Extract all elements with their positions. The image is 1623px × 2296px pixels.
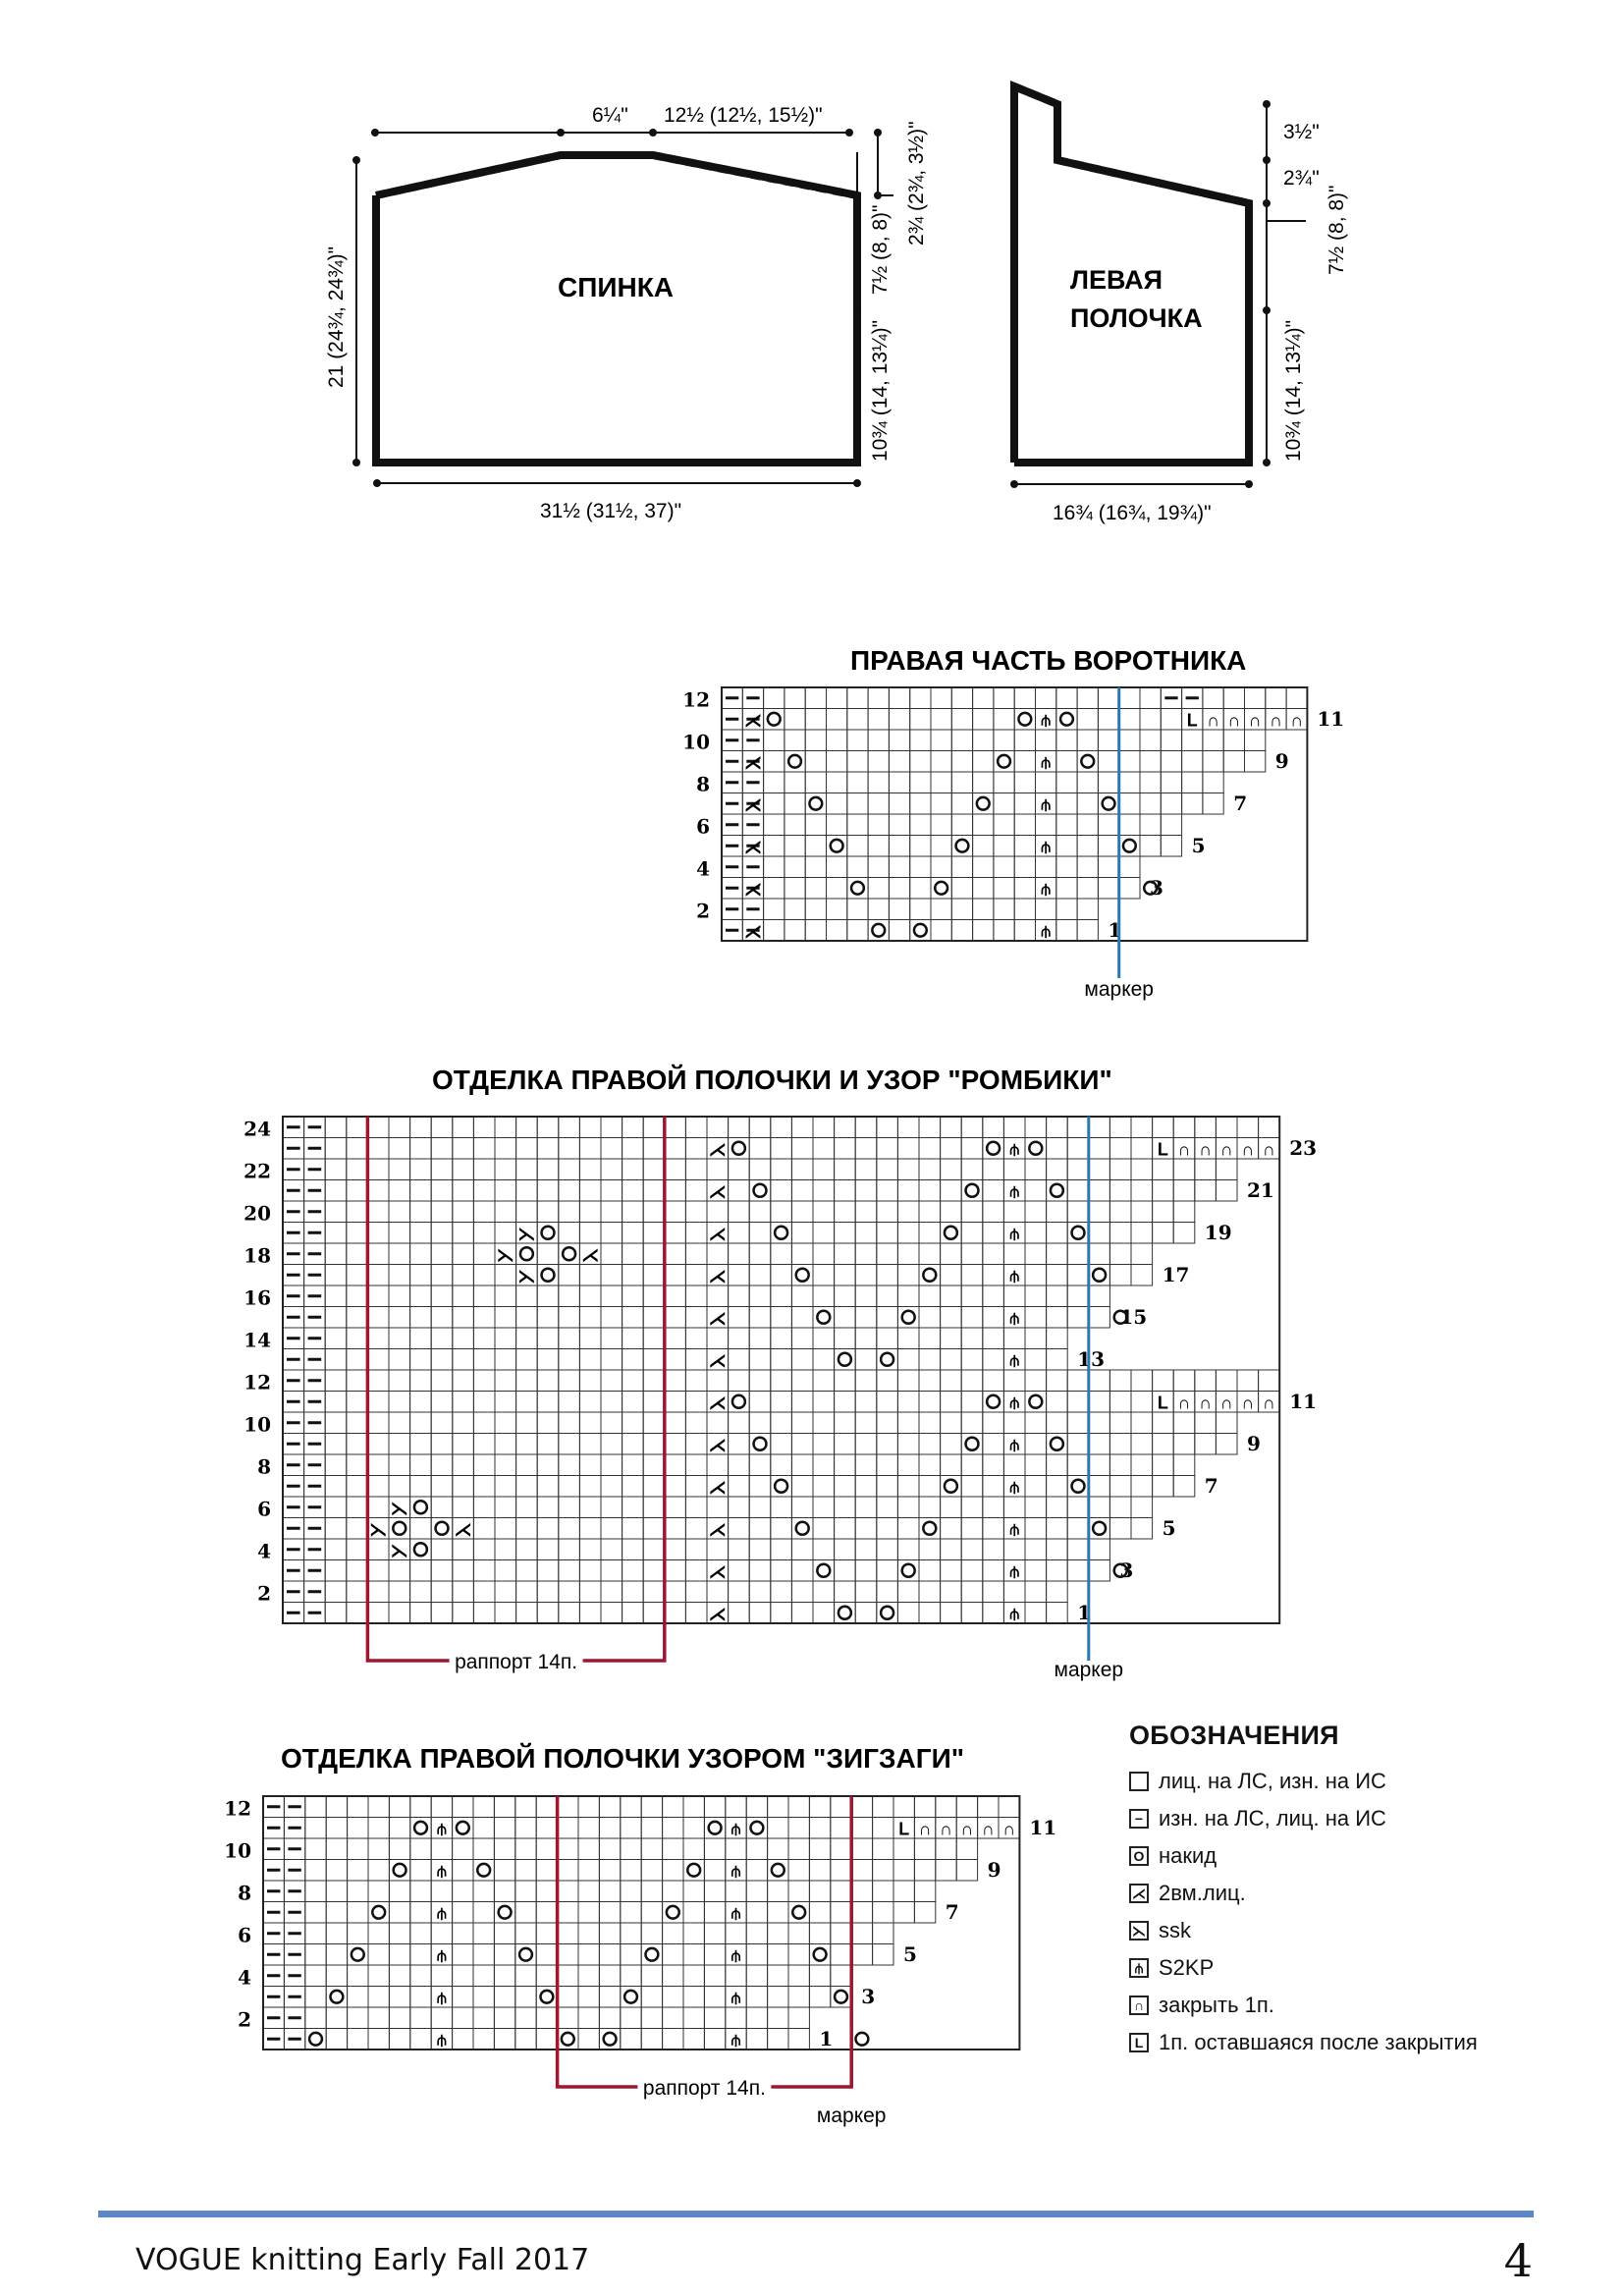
yarn-over-symbol (817, 1311, 830, 1324)
bind-off-symbol: ∩ (1199, 1393, 1213, 1413)
yarn-over-symbol (855, 2033, 868, 2046)
row-number-left: 2 (238, 2007, 251, 2032)
legend-item (1129, 1769, 1483, 1794)
s2kp-symbol: ⫛ (1041, 754, 1051, 772)
rhombus-chart (243, 1117, 1317, 1681)
yarn-over-symbol (809, 797, 822, 810)
row-number-right: 19 (1204, 1221, 1232, 1244)
bind-off-symbol: ∩ (1227, 710, 1241, 731)
s2kp-symbol: ⫛ (1009, 1479, 1019, 1497)
yarn-over-symbol (1072, 1227, 1085, 1239)
row-number-left: 16 (243, 1285, 271, 1310)
s2kp-symbol: ⫛ (1009, 1141, 1019, 1159)
row-number-left: 10 (243, 1412, 271, 1437)
back-dim-right-shoulder: 2¾ (2¾, 3½)" (905, 121, 928, 246)
row-number-left: 8 (238, 1881, 251, 1905)
ssk-symbol: ⋋ (496, 1244, 514, 1265)
k2tog-symbol: ⋌ (743, 794, 762, 815)
row-number-left: 12 (682, 687, 710, 712)
back-dim-bottom: 31½ (31½, 37)" (540, 500, 682, 522)
yarn-over-symbol (923, 1522, 936, 1535)
bind-off-symbol: ∩ (940, 1819, 952, 1839)
page-number: 4 (1503, 2234, 1533, 2287)
row-number-right: 13 (1077, 1347, 1106, 1371)
k2tog-symbol: ⋌ (454, 1519, 472, 1540)
footer-text: VOGUE knitting Early Fall 2017 (135, 2243, 590, 2277)
s2kp-symbol: ⫛ (437, 1821, 447, 1838)
bind-off-symbol: ∩ (981, 1819, 995, 1839)
back-outline (376, 155, 857, 463)
bind-off-symbol: ∩ (960, 1819, 974, 1839)
collar-chart (682, 687, 1344, 1001)
k2tog-symbol: ⋌ (743, 837, 762, 857)
yarn-over-symbol (1018, 713, 1031, 726)
s2kp-symbol: ⫛ (1009, 1563, 1019, 1581)
row-number-right: 1 (819, 2027, 834, 2050)
k2tog-symbol: ⋌ (708, 1308, 727, 1329)
k2tog-symbol: ⋌ (743, 710, 762, 731)
s2kp-symbol: ⫛ (437, 1905, 447, 1923)
yarn-over-symbol (966, 1438, 979, 1450)
legend (1129, 1721, 1483, 2067)
bind-off-symbol: ∩ (1269, 710, 1282, 731)
s2kp-symbol: ⫛ (437, 1947, 447, 1965)
footer-rule (98, 2211, 1534, 2217)
yarn-over-symbol (1103, 797, 1115, 810)
yarn-over-symbol (436, 1522, 449, 1535)
legend-item (1129, 1843, 1483, 1869)
yarn-over-symbol (754, 1438, 767, 1450)
yarn-over-symbol (562, 2033, 574, 2046)
k2tog-symbol: ⋌ (708, 1350, 727, 1371)
legend-item (1129, 1993, 1483, 2018)
s2kp-symbol: ⫛ (1009, 1606, 1019, 1623)
legend-symbol-icon: O (1129, 1846, 1149, 1866)
yarn-over-symbol (966, 1184, 979, 1197)
row-number-left: 6 (696, 814, 710, 839)
k2tog-symbol: ⋌ (708, 1561, 727, 1582)
row-number-left: 14 (243, 1328, 271, 1352)
back-dim-right-upper: 7½ (8, 8)" (869, 204, 892, 295)
yarn-over-symbol (831, 840, 843, 852)
yarn-over-symbol (772, 1864, 784, 1877)
row-number-right: 15 (1119, 1305, 1148, 1329)
k2tog-symbol: ⋌ (708, 1604, 727, 1624)
row-number-left: 10 (224, 1838, 251, 1863)
row-number-left: 12 (224, 1796, 251, 1821)
back-dim-top-right: 12½ (12½, 15½)" (664, 104, 823, 127)
s2kp-symbol: ⫛ (437, 2032, 447, 2050)
yarn-over-symbol (914, 924, 927, 937)
legend-item (1129, 2030, 1483, 2055)
bind-off-symbol: ∩ (918, 1819, 932, 1839)
s2kp-symbol: ⫛ (730, 1905, 741, 1923)
back-dim-left: 21 (24¾, 24¾)" (325, 246, 348, 388)
legend-symbol-icon: L (1129, 2033, 1149, 2052)
remaining-stitch-symbol: L (1157, 1139, 1168, 1160)
yarn-over-symbol (1029, 1142, 1042, 1155)
ssk-symbol: ⋋ (390, 1540, 408, 1560)
yarn-over-symbol (945, 1227, 957, 1239)
k2tog-symbol: ⋌ (708, 1181, 727, 1202)
legend-symbol-icon (1129, 1772, 1149, 1791)
yarn-over-symbol (1060, 713, 1073, 726)
legend-symbol-icon: ⋋ (1129, 1921, 1149, 1941)
back-dim-right-lower: 10¾ (14, 13¼)" (869, 319, 892, 462)
left-front-title-2: ПОЛОЧКА (1070, 303, 1203, 333)
s2kp-symbol: ⫛ (1009, 1352, 1019, 1370)
yarn-over-symbol (732, 1395, 745, 1408)
yarn-over-symbol (1081, 755, 1094, 768)
yarn-over-symbol (542, 1269, 555, 1282)
bind-off-symbol: ∩ (1177, 1393, 1191, 1413)
yarn-over-symbol (817, 1564, 830, 1577)
yarn-over-symbol (881, 1607, 893, 1619)
row-number-right: 1 (1108, 918, 1122, 942)
bind-off-symbol: ∩ (1207, 710, 1220, 731)
s2kp-symbol: ⫛ (1041, 796, 1051, 814)
yarn-over-symbol (814, 1948, 827, 1961)
yarn-over-symbol (1093, 1522, 1106, 1535)
yarn-over-symbol (987, 1142, 1000, 1155)
back-title: СПИНКА (558, 272, 675, 302)
k2tog-symbol: ⋌ (708, 1266, 727, 1286)
k2tog-symbol: ⋌ (743, 879, 762, 900)
row-number-right: 7 (1233, 792, 1248, 815)
yarn-over-symbol (1029, 1395, 1042, 1408)
yarn-over-symbol (998, 755, 1010, 768)
yarn-over-symbol (477, 1864, 490, 1877)
yarn-over-symbol (1072, 1480, 1085, 1493)
yarn-over-symbol (393, 1522, 406, 1535)
remaining-stitch-symbol: L (898, 1819, 910, 1839)
bind-off-symbol: ∩ (1241, 1139, 1255, 1160)
yarn-over-symbol (945, 1480, 957, 1493)
row-number-left: 4 (696, 856, 710, 881)
yarn-over-symbol (519, 1948, 532, 1961)
collar-chart-title: ПРАВАЯ ЧАСТЬ ВОРОТНИКА (850, 645, 1247, 676)
row-number-right: 11 (1289, 1390, 1318, 1413)
yarn-over-symbol (788, 755, 801, 768)
yarn-over-symbol (796, 1269, 809, 1282)
yarn-over-symbol (839, 1607, 851, 1619)
legend-label: закрыть 1п. (1159, 1993, 1274, 2017)
yarn-over-symbol (732, 1142, 745, 1155)
yarn-over-symbol (352, 1948, 364, 1961)
yarn-over-symbol (750, 1822, 763, 1834)
s2kp-symbol: ⫛ (730, 1990, 741, 2007)
s2kp-symbol: ⫛ (1041, 881, 1051, 899)
k2tog-symbol: ⋌ (708, 1435, 727, 1455)
row-number-left: 20 (243, 1201, 271, 1226)
yarn-over-symbol (667, 1906, 679, 1919)
s2kp-symbol: ⫛ (1041, 839, 1051, 856)
row-number-right: 9 (1247, 1432, 1261, 1455)
row-number-right: 5 (1191, 834, 1206, 857)
yarn-over-symbol (935, 882, 947, 895)
left-front-title-1: ЛЕВАЯ (1070, 265, 1163, 295)
yarn-over-symbol (851, 882, 864, 895)
s2kp-symbol: ⫛ (1009, 1310, 1019, 1328)
yarn-over-symbol (872, 924, 885, 937)
row-number-right: 1 (1077, 1601, 1092, 1624)
bind-off-symbol: ∩ (1002, 1819, 1016, 1839)
k2tog-symbol: ⋌ (743, 752, 762, 773)
row-number-left: 10 (682, 730, 710, 754)
yarn-over-symbol (394, 1864, 406, 1877)
back-schematic (356, 133, 893, 483)
yarn-over-symbol (624, 1991, 637, 2003)
legend-items (1129, 1769, 1483, 2055)
legend-label: изн. на ЛС, лиц. на ИС (1159, 1806, 1386, 1831)
s2kp-symbol: ⫛ (1009, 1521, 1019, 1539)
legend-item (1129, 1918, 1483, 1943)
s2kp-symbol: ⫛ (1009, 1394, 1019, 1412)
legend-label: S2KP (1159, 1955, 1215, 1980)
s2kp-symbol: ⫛ (437, 1863, 447, 1881)
row-number-left: 6 (257, 1497, 271, 1521)
yarn-over-symbol (457, 1822, 469, 1834)
row-number-left: 2 (257, 1581, 271, 1606)
yarn-over-symbol (520, 1247, 533, 1260)
ssk-symbol: ⋋ (390, 1498, 408, 1518)
ssk-symbol: ⋋ (369, 1519, 388, 1540)
rhombus-chart-title: ОТДЕЛКА ПРАВОЙ ПОЛОЧКИ И УЗОР "РОМБИКИ" (432, 1065, 1112, 1095)
s2kp-symbol: ⫛ (1041, 712, 1051, 730)
yarn-over-symbol (687, 1864, 700, 1877)
left-front-dim-collar: 3½" (1283, 121, 1320, 143)
remaining-stitch-symbol: L (1157, 1393, 1168, 1413)
row-number-right: 11 (1317, 707, 1345, 731)
legend-label: ssk (1159, 1918, 1191, 1942)
row-number-right: 11 (1029, 1816, 1057, 1839)
row-number-left: 4 (257, 1539, 271, 1563)
row-number-right: 7 (1204, 1474, 1218, 1498)
k2tog-symbol: ⋌ (708, 1139, 727, 1160)
marker-label: маркер (1084, 978, 1154, 1001)
legend-symbol-icon: ∩ (1129, 1995, 1149, 2015)
yarn-over-symbol (768, 713, 781, 726)
bind-off-symbol: ∩ (1262, 1393, 1275, 1413)
yarn-over-symbol (902, 1564, 915, 1577)
yarn-over-symbol (881, 1353, 893, 1366)
k2tog-symbol: ⋌ (581, 1244, 600, 1265)
legend-item (1129, 1955, 1483, 1981)
k2tog-symbol: ⋌ (708, 1519, 727, 1540)
s2kp-symbol: ⫛ (730, 1863, 741, 1881)
row-number-right: 5 (1162, 1516, 1176, 1540)
k2tog-symbol: ⋌ (708, 1224, 727, 1244)
yarn-over-symbol (709, 1822, 722, 1834)
k2tog-symbol: ⋌ (743, 921, 762, 942)
yarn-over-symbol (1093, 1269, 1106, 1282)
yarn-over-symbol (372, 1906, 385, 1919)
bind-off-symbol: ∩ (1177, 1139, 1191, 1160)
bind-off-symbol: ∩ (1199, 1139, 1213, 1160)
s2kp-symbol: ⫛ (1009, 1226, 1019, 1243)
yarn-over-symbol (792, 1906, 805, 1919)
legend-title: ОБОЗНАЧЕНИЯ (1129, 1721, 1339, 1750)
yarn-over-symbol (604, 2033, 617, 2046)
left-front-dim-bottom: 16¾ (16¾, 19¾)" (1053, 502, 1212, 524)
left-front-dim-lower: 10¾ (14, 13¼)" (1282, 319, 1305, 462)
row-number-left: 12 (243, 1370, 271, 1394)
yarn-over-symbol (1051, 1184, 1063, 1197)
s2kp-symbol: ⫛ (1009, 1268, 1019, 1285)
remaining-stitch-symbol: L (1186, 710, 1198, 731)
row-number-right: 9 (1274, 749, 1289, 773)
yarn-over-symbol (414, 1822, 427, 1834)
k2tog-symbol: ⋌ (708, 1393, 727, 1413)
zigzag-chart (224, 1796, 1056, 2127)
yarn-over-symbol (499, 1906, 512, 1919)
row-number-left: 4 (238, 1965, 251, 1990)
legend-label: 1п. оставшаяся после закрытия (1159, 2030, 1478, 2054)
ssk-symbol: ⋋ (517, 1224, 536, 1244)
bind-off-symbol: ∩ (1290, 710, 1304, 731)
yarn-over-symbol (902, 1311, 915, 1324)
legend-item (1129, 1881, 1483, 1906)
left-front-dim-shoulder: 2¾" (1283, 167, 1320, 190)
row-number-right: 21 (1247, 1178, 1274, 1202)
s2kp-symbol: ⫛ (1009, 1437, 1019, 1454)
marker-label: маркер (816, 2105, 887, 2127)
row-number-left: 8 (696, 772, 710, 796)
yarn-over-symbol (835, 1991, 847, 2003)
legend-symbol-icon: ⫛ (1129, 1958, 1149, 1978)
yarn-over-symbol (775, 1480, 787, 1493)
yarn-over-symbol (540, 1991, 553, 2003)
s2kp-symbol: ⫛ (437, 1990, 447, 2007)
row-number-left: 2 (696, 899, 710, 923)
ssk-symbol: ⋋ (517, 1266, 536, 1286)
yarn-over-symbol (987, 1395, 1000, 1408)
row-number-left: 18 (243, 1243, 271, 1268)
row-number-left: 8 (257, 1454, 271, 1479)
repeat-label: раппорт 14п. (455, 1651, 578, 1673)
yarn-over-symbol (1123, 840, 1136, 852)
row-number-right: 7 (945, 1900, 959, 1924)
s2kp-symbol: ⫛ (730, 2032, 741, 2050)
row-number-left: 24 (243, 1117, 271, 1141)
marker-label: маркер (1054, 1659, 1124, 1681)
row-number-right: 9 (987, 1858, 1001, 1882)
s2kp-symbol: ⫛ (1009, 1183, 1019, 1201)
legend-item (1129, 1806, 1483, 1831)
repeat-label: раппорт 14п. (642, 2077, 766, 2100)
legend-label: накид (1159, 1843, 1217, 1868)
yarn-over-symbol (542, 1227, 555, 1239)
yarn-over-symbol (309, 2033, 322, 2046)
yarn-over-symbol (563, 1247, 575, 1260)
row-number-right: 23 (1289, 1136, 1318, 1160)
legend-label: лиц. на ЛС, изн. на ИС (1159, 1769, 1386, 1793)
legend-symbol-icon: ⋌ (1129, 1884, 1149, 1903)
row-number-right: 5 (903, 1942, 917, 1966)
bind-off-symbol: ∩ (1262, 1139, 1275, 1160)
yarn-over-symbol (1051, 1438, 1063, 1450)
row-number-left: 6 (238, 1923, 251, 1947)
yarn-over-symbol (754, 1184, 767, 1197)
yarn-over-symbol (956, 840, 969, 852)
yarn-over-symbol (839, 1353, 851, 1366)
row-number-right: 3 (861, 1985, 876, 2008)
s2kp-symbol: ⫛ (730, 1821, 741, 1838)
yarn-over-symbol (414, 1543, 427, 1556)
row-number-right: 3 (1150, 876, 1163, 900)
back-dim-top-center: 6¼" (592, 104, 628, 127)
bind-off-symbol: ∩ (1219, 1393, 1233, 1413)
yarn-over-symbol (977, 797, 990, 810)
left-front-dim-armhole: 7½ (8, 8)" (1325, 185, 1348, 275)
yarn-over-symbol (775, 1227, 787, 1239)
legend-label: 2вм.лиц. (1159, 1881, 1246, 1905)
yarn-over-symbol (330, 1991, 343, 2003)
yarn-over-symbol (414, 1501, 427, 1513)
bind-off-symbol: ∩ (1241, 1393, 1255, 1413)
yarn-over-symbol (645, 1948, 658, 1961)
bind-off-symbol: ∩ (1219, 1139, 1233, 1160)
yarn-over-symbol (796, 1522, 809, 1535)
row-number-left: 22 (243, 1159, 271, 1183)
row-number-right: 17 (1162, 1263, 1190, 1286)
zigzag-chart-title: ОТДЕЛКА ПРАВОЙ ПОЛОЧКИ УЗОРОМ "ЗИГЗАГИ" (281, 1743, 965, 1774)
bind-off-symbol: ∩ (1248, 710, 1262, 731)
k2tog-symbol: ⋌ (708, 1477, 727, 1498)
s2kp-symbol: ⫛ (730, 1947, 741, 1965)
row-number-right: 3 (1119, 1558, 1134, 1582)
legend-symbol-icon: − (1129, 1809, 1149, 1829)
s2kp-symbol: ⫛ (1041, 923, 1051, 941)
yarn-over-symbol (923, 1269, 936, 1282)
